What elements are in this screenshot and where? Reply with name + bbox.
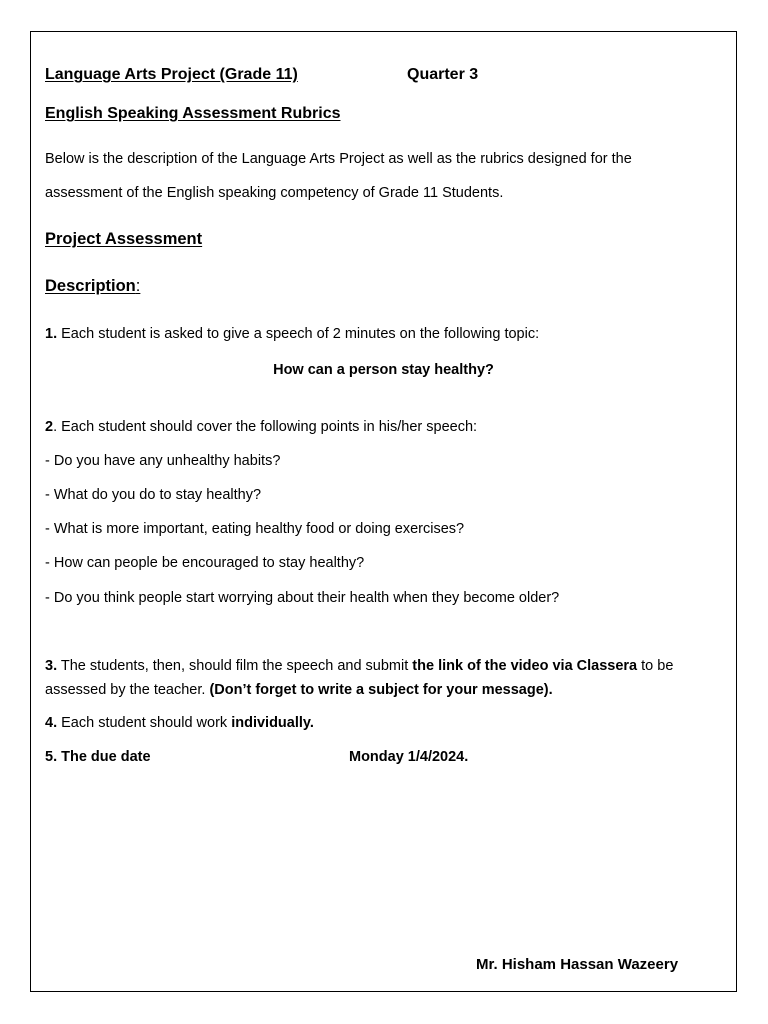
item-3-classera-link-note: the link of the video via Classera xyxy=(412,658,638,674)
speech-topic: How can a person stay healthy? xyxy=(273,362,494,378)
due-date-label: 5. The due date xyxy=(45,749,151,765)
item-2 xyxy=(45,419,477,436)
item-3-text-b: to be assessed by the teacher. xyxy=(45,658,674,698)
teacher-signature: Mr. Hisham Hassan Wazeery xyxy=(476,956,679,973)
item-4-number: 4. xyxy=(45,715,58,731)
speech-point: - What is more important, eating healthy food or doing exercises? xyxy=(45,521,465,537)
description-heading xyxy=(45,277,140,296)
item-3-subject-note: (Don’t forget to write a subject for your message). xyxy=(209,682,553,698)
intro-line-1: Below is the description of the Language Arts Project as well as the rubrics designed for the xyxy=(45,151,632,167)
description-colon: : xyxy=(135,277,141,295)
due-date-value: Monday 1/4/2024. xyxy=(349,749,469,765)
intro-line-2: assessment of the English speaking competency of Grade 11 Students. xyxy=(45,185,504,201)
item-3 xyxy=(45,654,720,702)
item-3-number: 3. xyxy=(45,658,58,674)
item-3-text-a: The students, then, should film the speech and submit xyxy=(57,658,413,674)
item-2-number: 2 xyxy=(45,419,54,435)
speech-point: - Do you have any unhealthy habits? xyxy=(45,453,281,469)
page-border xyxy=(30,31,737,992)
quarter-label: Quarter 3 xyxy=(407,66,479,83)
speech-point: - How can people be encouraged to stay healthy? xyxy=(45,555,365,571)
item-1-number: 1. xyxy=(45,326,58,342)
item-2-text: . Each student should cover the following points in his/her speech: xyxy=(53,419,478,435)
project-assessment-heading: Project Assessment xyxy=(45,230,203,248)
description-label: Description xyxy=(45,277,136,295)
item-4 xyxy=(45,715,314,732)
item-4-individually: individually. xyxy=(231,715,314,731)
project-title: Language Arts Project (Grade 11) xyxy=(45,66,298,83)
rubrics-subtitle: English Speaking Assessment Rubrics xyxy=(45,105,341,122)
item-4-text: Each student should work xyxy=(57,715,232,731)
speech-point: - What do you do to stay healthy? xyxy=(45,487,262,503)
item-1 xyxy=(45,326,539,343)
speech-point: - Do you think people start worrying about their health when they become older? xyxy=(45,590,560,606)
item-1-text: Each student is asked to give a speech of 2 minutes on the following topic: xyxy=(57,326,540,342)
